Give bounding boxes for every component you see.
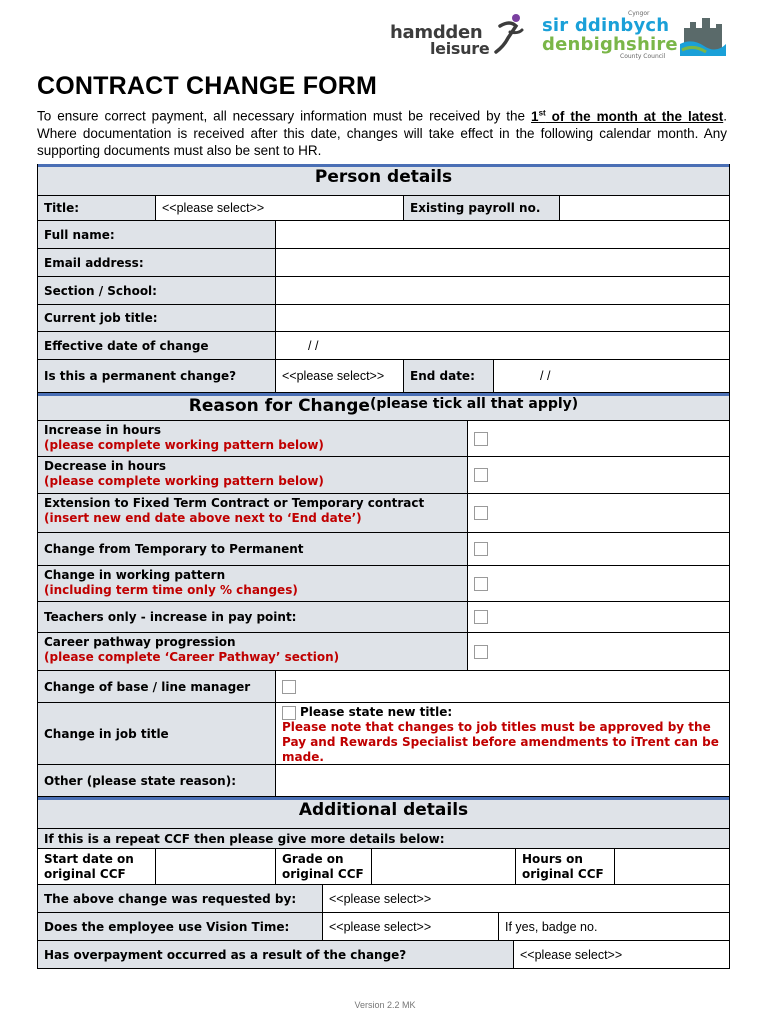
reason-row-pay-point [38, 602, 729, 633]
reason-row-career-pathway [38, 633, 729, 671]
intro-text-end: . Where documentation is received after this date, changes will take effect in the following calendar month. Any supporting documents must also be sent to HR. [37, 108, 727, 158]
extension-checkbox[interactable] [474, 506, 488, 520]
reason-row-working-pattern [38, 566, 729, 602]
hours-original-input[interactable] [615, 849, 729, 884]
hours-original-label: Hours on original CCF [516, 849, 615, 884]
reason-row-job-title-change [38, 703, 729, 765]
reason-row-increase [38, 421, 729, 457]
current-job-title-label: Current job title: [38, 305, 276, 331]
logo-text-county-council: County Council [620, 53, 666, 60]
requested-by-label: The above change was requested by: [38, 885, 323, 912]
email-label: Email address: [38, 249, 276, 276]
requested-by-select[interactable]: <<please select>> [329, 891, 432, 906]
intro-paragraph [37, 104, 727, 159]
other-reason-label: Other (please state reason): [38, 765, 276, 796]
reason-note: (please complete ‘Career Pathway’ section) [44, 650, 340, 664]
logo-text-hamdden: hamdden [390, 22, 483, 43]
working-pattern-checkbox[interactable] [474, 577, 488, 591]
career-pathway-checkbox[interactable] [474, 645, 488, 659]
permanent-change-label: Is this a permanent change? [38, 360, 276, 392]
increase-hours-checkbox[interactable] [474, 432, 488, 446]
payroll-label: Existing payroll no. [404, 196, 560, 220]
reason-heading-title: Reason for Change [188, 396, 370, 416]
reason-label: Increase in hours [44, 423, 161, 437]
title-label: Title: [38, 196, 156, 220]
new-title-prompt: Please state new title: [300, 705, 453, 719]
repeat-ccf-label: If this is a repeat CCF then please give more details below: [38, 829, 729, 848]
job-title-change-label: Change in job title [38, 703, 276, 764]
effective-date-label: Effective date of change [38, 332, 276, 359]
person-details-heading: Person details [38, 164, 729, 196]
title-select[interactable]: <<please select>> [156, 196, 404, 220]
running-figure-icon [486, 12, 526, 56]
reason-label: Extension to Fixed Term Contract or Temporary contract [44, 496, 425, 510]
email-input[interactable] [276, 249, 729, 276]
reason-heading [38, 393, 729, 421]
reason-note: (including term time only % changes) [44, 583, 298, 597]
section-school-label: Section / School: [38, 277, 276, 304]
current-job-title-input[interactable] [276, 305, 729, 331]
grade-original-label: Grade on original CCF [276, 849, 372, 884]
full-name-input[interactable] [276, 221, 729, 248]
hamdden-leisure-logo [388, 12, 528, 56]
base-manager-label: Change of base / line manager [38, 671, 276, 702]
form-title: CONTRACT CHANGE FORM [37, 72, 378, 100]
intro-deadline: 1st of the month at the latest [531, 108, 724, 124]
payroll-input[interactable] [560, 196, 727, 220]
reason-note: (insert new end date above next to ‘End date’) [44, 511, 362, 525]
reason-label: Change in working pattern [44, 568, 226, 582]
base-manager-checkbox[interactable] [282, 680, 296, 694]
job-title-approval-note: Please note that changes to job titles must be approved by the Pay and Rewards Specialist before amendments to iTrent can be made. [282, 720, 719, 764]
decrease-hours-checkbox[interactable] [474, 468, 488, 482]
reason-label: Change from Temporary to Permanent [38, 533, 468, 565]
badge-number-field[interactable] [499, 913, 729, 940]
reason-row-other [38, 765, 729, 797]
logo-text-denbighshire: denbighshire [542, 34, 678, 55]
logo-text-cyngor: Cyngor [628, 10, 650, 17]
pay-point-checkbox[interactable] [474, 610, 488, 624]
person-details-table [37, 164, 730, 969]
end-date-input[interactable]: / / [540, 369, 551, 383]
reason-label: Career pathway progression [44, 635, 236, 649]
start-date-original-input[interactable] [156, 849, 276, 884]
vision-time-label: Does the employee use Vision Time: [38, 913, 323, 940]
reason-heading-suffix: (please tick all that apply) [369, 396, 579, 412]
castle-emblem-icon [680, 14, 726, 56]
reason-row-temp-to-perm [38, 533, 729, 566]
reason-row-base-manager [38, 671, 729, 703]
start-date-original-label: Start date on original CCF [38, 849, 156, 884]
additional-details-heading: Additional details [38, 797, 729, 829]
reason-row-decrease [38, 457, 729, 494]
reason-label: Teachers only - increase in pay point: [38, 602, 468, 632]
badge-number-label: If yes, badge no. [505, 919, 598, 934]
permanent-change-select[interactable]: <<please select>> [276, 360, 404, 392]
vision-time-select[interactable]: <<please select>> [323, 913, 499, 940]
overpayment-label: Has overpayment occurred as a result of the change? [38, 941, 514, 968]
denbighshire-council-logo [540, 10, 740, 64]
intro-text-start: To ensure correct payment, all necessary information must be received by the [37, 108, 532, 124]
overpayment-select[interactable]: <<please select>> [520, 947, 623, 962]
reason-row-extension [38, 494, 729, 533]
end-date-label: End date: [404, 360, 494, 392]
logo-text-sir-ddinbych: sir ddinbych [542, 15, 670, 36]
grade-original-input[interactable] [372, 849, 516, 884]
version-footer: Version 2.2 MK [354, 1000, 416, 1010]
effective-date-input[interactable]: / / [308, 338, 319, 353]
temp-to-perm-checkbox[interactable] [474, 542, 488, 556]
reason-note: (please complete working pattern below) [44, 474, 324, 488]
full-name-label: Full name: [38, 221, 276, 248]
reason-label: Decrease in hours [44, 459, 167, 473]
job-title-change-checkbox[interactable] [282, 706, 296, 720]
section-school-input[interactable] [276, 277, 729, 304]
reason-note: (please complete working pattern below) [44, 438, 324, 452]
other-reason-input[interactable] [276, 765, 729, 796]
logo-text-leisure: leisure [430, 39, 490, 58]
